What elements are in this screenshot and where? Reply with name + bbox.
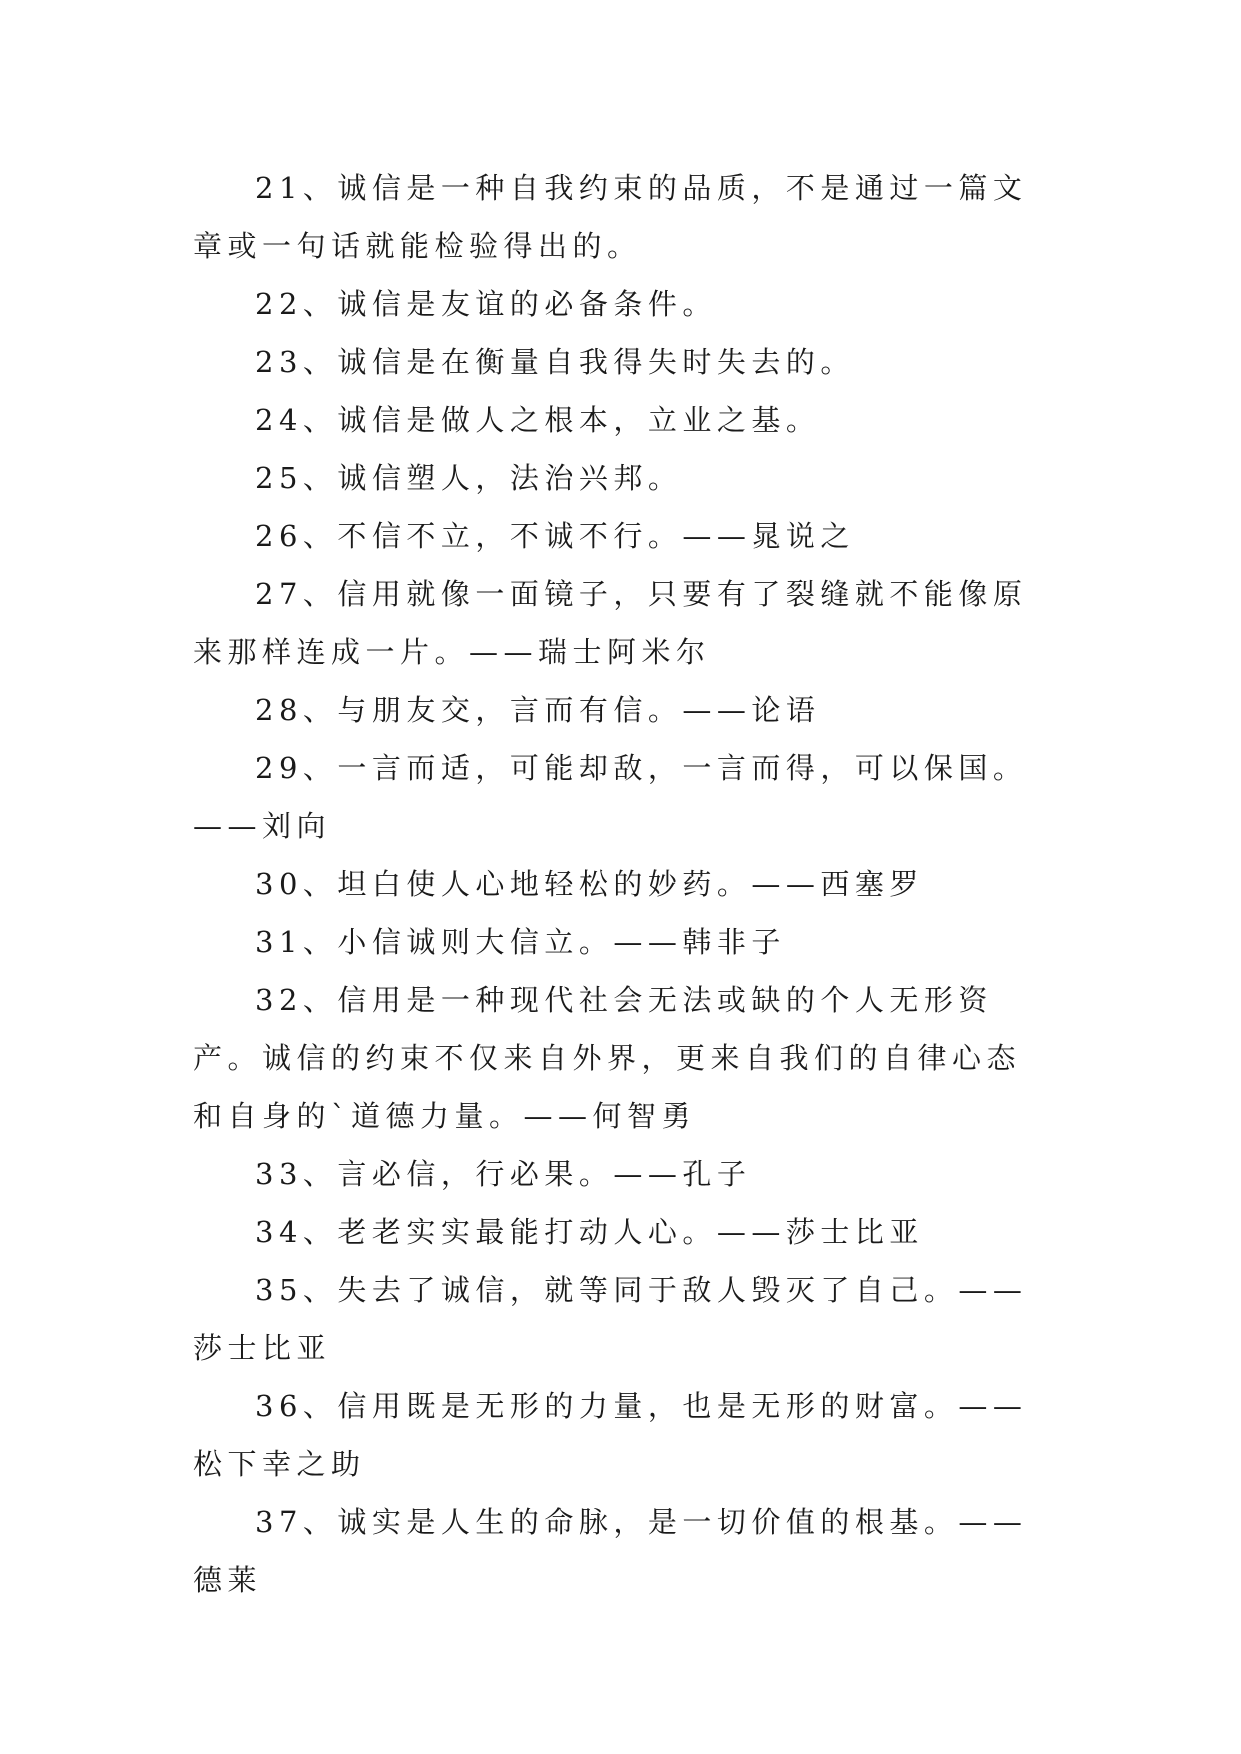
- paragraph-34: 34、老老实实最能打动人心。——莎士比亚: [255, 1215, 924, 1249]
- paragraph-27: 27、信用就像一面镜子，只要有了裂缝就不能像原来那样连成一片。——瑞士阿米尔: [193, 577, 1028, 669]
- paragraph-35: 35、失去了诚信，就等同于敌人毁灭了自己。——莎士比亚: [193, 1273, 1028, 1365]
- paragraph-36: 36、信用既是无形的力量，也是无形的财富。——松下幸之助: [193, 1389, 1028, 1481]
- paragraph-29: 29、一言而适，可能却敌，一言而得，可以保国。——刘向: [193, 751, 1028, 843]
- paragraph-24: 24、诚信是做人之根本，立业之基。: [255, 403, 821, 437]
- paragraph-33: 33、言必信，行必果。——孔子: [255, 1157, 752, 1191]
- paragraph-26: 26、不信不立，不诚不行。——晁说之: [255, 519, 855, 553]
- paragraph-32: 32、信用是一种现代社会无法或缺的个人无形资产。诚信的约束不仅来自外界，更来自我们的自律心态和自身的`道德力量。——何智勇: [193, 983, 1022, 1133]
- paragraph-31: 31、小信诚则大信立。——韩非子: [255, 925, 786, 959]
- paragraph-21: 21、诚信是一种自我约束的品质，不是通过一篇文章或一句话就能检验得出的。: [193, 171, 1028, 263]
- paragraph-22: 22、诚信是友谊的必备条件。: [255, 287, 717, 321]
- document-body: [193, 159, 1053, 1609]
- paragraph-28: 28、与朋友交，言而有信。——论语: [255, 693, 821, 727]
- paragraph-25: 25、诚信塑人，法治兴邦。: [255, 461, 683, 495]
- paragraph-37: 37、诚实是人生的命脉，是一切价值的根基。——德莱: [193, 1505, 1028, 1597]
- paragraph-23: 23、诚信是在衡量自我得失时失去的。: [255, 345, 855, 379]
- paragraph-30: 30、坦白使人心地轻松的妙药。——西塞罗: [255, 867, 924, 901]
